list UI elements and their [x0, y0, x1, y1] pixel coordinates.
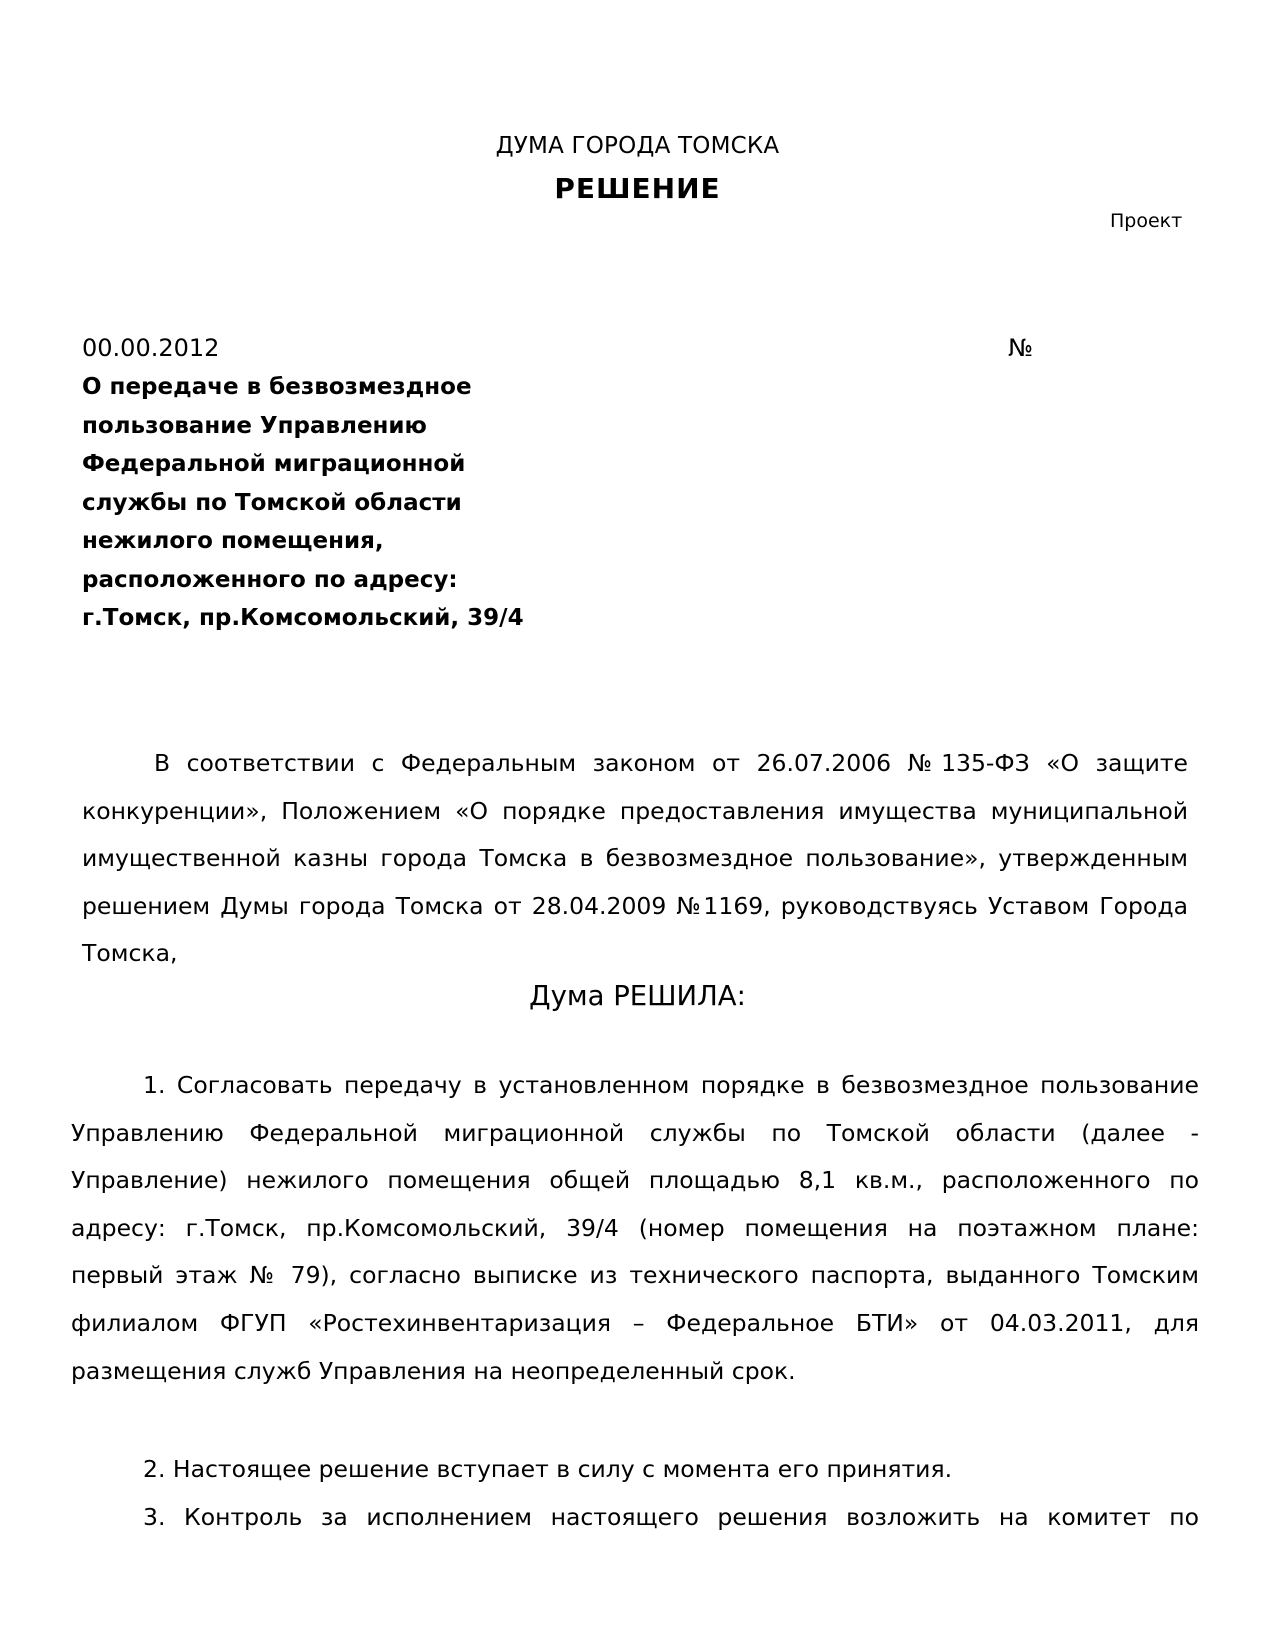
resolution-item-3 [71, 1494, 1199, 1542]
item-text: Настоящее решение вступает в силу с момента его принятия. [172, 1455, 953, 1483]
item-text: Контроль за исполнением настоящего решения возложить на комитет по [184, 1503, 1199, 1531]
item-text: Согласовать передачу в установленном порядке в безвозмездное пользование Управлению Федеральной миграционной службы по Томской области (далее - Управление) нежилого помещения общей площадью 8,1 кв.м., расположенного по адресу: г.Томск, пр.Комсомольский, 39/4 (номер помещения на поэтажном плане: первый этаж № 79), согласно выписке из технического паспорта, выданного Томским филиалом ФГУП «Ростехинвентаризация – Федеральное БТИ» от 04.03.2011, для размещения служб Управления на неопределенный срок. [71, 1071, 1199, 1385]
document-subject: О передаче в безвозмездное пользование Управлению Федеральной миграционной службы по Томской области нежилого помещения, расположенного по адресу: г.Томск, пр.Комсомольский, 39/4 [82, 374, 524, 631]
organization-name: ДУМА ГОРОДА ТОМСКА [495, 133, 780, 159]
item-number: 3. [143, 1503, 166, 1531]
document-type-title: РЕШЕНИЕ [554, 172, 721, 205]
item-number: 2. [143, 1455, 166, 1483]
resolution-item-1 [71, 1062, 1199, 1395]
resolution-item-2 [71, 1446, 1199, 1494]
document-date: 00.00.2012 [82, 334, 220, 362]
document-number-sign: № [1008, 334, 1033, 362]
preamble-paragraph: В соответствии с Федеральным законом от 26.07.2006 №135-ФЗ «О защите конкуренции», Положением «О порядке предоставления имущества муниципальной имущественной казны города Томска в безвозмездное пользование», утвержденным решением Думы города Томска от 28.04.2009 №1169, руководствуясь Уставом Города Томска, [82, 749, 1188, 968]
resolved-heading: Дума РЕШИЛА: [529, 980, 746, 1012]
draft-mark: Проект [1110, 210, 1183, 232]
item-number: 1. [143, 1071, 166, 1099]
